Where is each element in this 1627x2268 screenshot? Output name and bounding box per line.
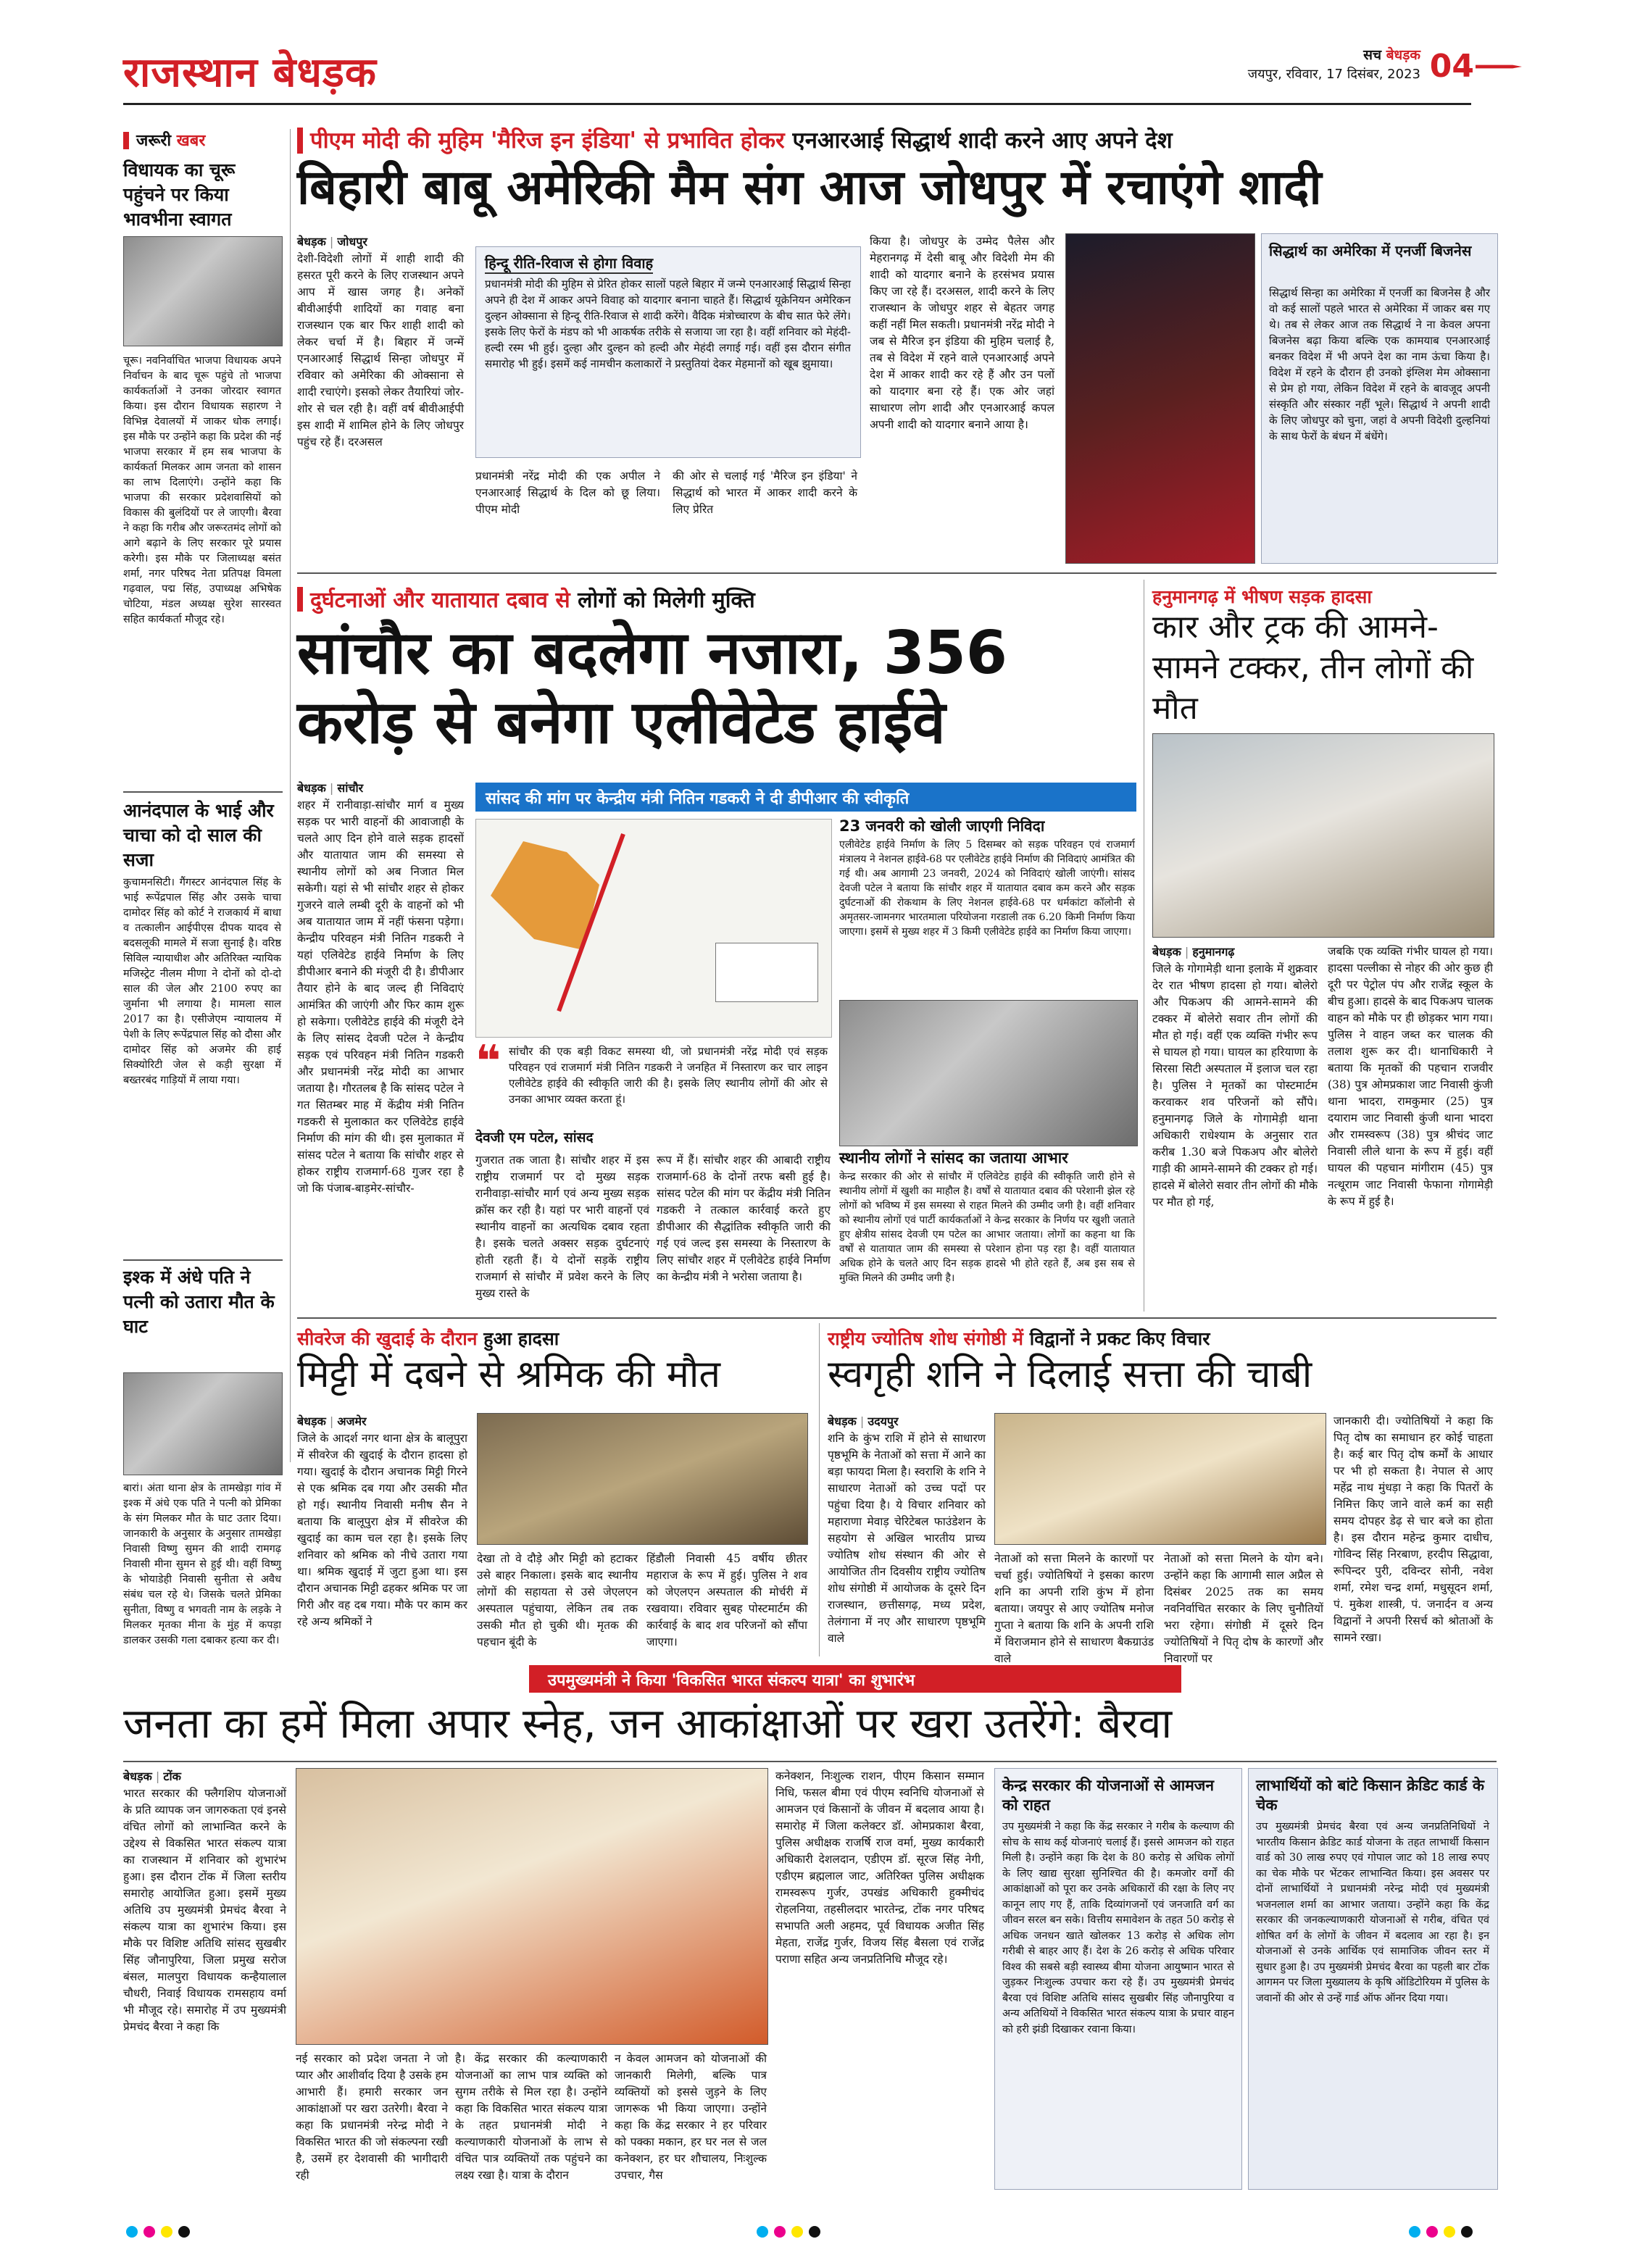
yellow-dot-icon bbox=[161, 2226, 172, 2238]
masthead-brand bbox=[1363, 45, 1420, 64]
yellow-dot-icon bbox=[1444, 2226, 1455, 2238]
story1-boxA-title: हिन्दू रीति-रिवाज से होगा विवाह bbox=[485, 253, 653, 274]
sidebar-item1-headline: विधायक का चूरू पहुंचने पर किया भावभीना स्वागत bbox=[123, 159, 236, 230]
story4-dateline: बेधड़क | अजमेर bbox=[297, 1414, 367, 1428]
story3-kicker-red2: भीषण सड़क हादसा bbox=[1241, 586, 1372, 607]
story4-kicker-red: सीवरेज की खुदाई के दौरान bbox=[297, 1328, 478, 1349]
story1-col2b: प्रधानमंत्री नरेंद्र मोदी की एक अपील ने एनआरआई सिद्धार्थ के दिल को छू लिया। पीएम मोदी bbox=[475, 470, 660, 516]
mid-rule bbox=[297, 1317, 1497, 1319]
sidebar-item3-text: बारां। अंता थाना क्षेत्र के तामखेड़ा गांव में इश्क में अंधे एक पति ने पत्नी को प्रेमिका के संग मिलकर मौत के घाट उतार दिया। जानकारी के अनुसार के अनुसार तामखेड़ा निवासी विष्णु सुमन की शादी रामगढ़ निवासी मीना सुमन से हुई थी। वहीं विष्णु के भोयाडेही निवासी सुनीता से अवैध संबंध चल रहे थे। जिसके चलते प्रेमिका सुनीता, विष्णु व भगवती नाम के लड़के ने मिलकर मृतका मीना के मुंह में कपड़ा डालकर उसकी गला दबाकर हत्या कर दी। bbox=[123, 1483, 281, 1646]
dateline-place: जोधपुर bbox=[337, 235, 367, 249]
story6-boxA-title: केन्द्र सरकार की योजनाओं से आमजन को राहत bbox=[1002, 1777, 1215, 1814]
story5 bbox=[828, 1323, 1497, 1665]
story6-col5: कनेक्शन, निःशुल्क राशन, पीएम किसान सम्मान निधि, फसल बीमा एवं पीएम स्वनिधि योजनाओं से आमजन एवं किसानों के जीवन में बदलाव आया है। समारोह में जिला कलेक्टर डॉ. ओमप्रकाश बैरवा, पुलिस अधीक्षक राजर्षि राज वर्मा, मुख्य कार्यकारी अधिकारी देशलदान, एडीएम डॉ. सूरज सिंह नेगी, एडीएम ब्रह्मलाल जाट, अतिरिक्त पुलिस अधीक्षक रामस्वरूप गुर्जर, उपखंड अधिकारी हुक्मीचंद रोहलनिया, तहसीलदार भारतेन्द्र, टोंक नगर परिषद सभापति अली अहमद, पूर्व विधायक अजीत सिंह मेहता, राजेंद्र गुर्जर, विजय सिंह बैसला एवं राजेंद्र पराणा सहित अन्य जनप्रतिनिधि मौजूद रहे। bbox=[775, 1769, 984, 1966]
story2-col2: गुजरात तक जाता है। सांचौर शहर में इस राष्ट्रीय राजमार्ग पर दो मुख्य सड़क रानीवाड़ा-सांचौर मार्ग एवं अन्य मुख्य सड़क क्रॉस कर रही है। यहां पर भारी वाहनों एवं स्थानीय वाहनों का अत्यधिक दबाव रहता है। इसके चलते अक्सर सड़क दुर्घटनाएं होती रहती हैं। ये दोनों सड़कें राष्ट्रीय राजमार्ग से सांचौर में प्रवेश करने के लिए मुख्य रास्ते के bbox=[475, 1154, 649, 1300]
story2 bbox=[297, 580, 1138, 1312]
story1 bbox=[297, 125, 1497, 568]
masthead bbox=[123, 43, 1522, 109]
sidebar-header-prefix: जरूरी bbox=[136, 132, 172, 150]
story5-col3: नेताओं को सत्ता मिलने के योग बने। उन्होंने कहा कि आगामी साल अप्रैल से दिसंबर 2025 तक का समय नवनिर्वाचित सरकार के लिए चुनौतियों भरा रहेगा। संगोष्ठी में दूसरे दिन ज्योतिषियों ने पितृ दोष के कारणों और निवारणों पर bbox=[1164, 1552, 1323, 1665]
cyan-dot-icon bbox=[1409, 2226, 1420, 2238]
dateline-brand: बेधड़क bbox=[828, 1414, 857, 1428]
story2-banner-text: सांसद की मांग पर केन्द्रीय मंत्री नितिन गडकरी ने दी डीपीआर की स्वीकृति bbox=[486, 790, 910, 808]
story3-headline: कार और ट्रक की आमने-सामने टक्कर, तीन लोगों की मौत bbox=[1152, 609, 1474, 727]
story4-headline: मिट्टी में दबने से श्रमिक की मौत bbox=[297, 1353, 720, 1396]
story5-kicker-red: राष्ट्रीय ज्योतिष शोध संगोष्ठी में bbox=[828, 1328, 1023, 1349]
story1-boxA bbox=[475, 246, 861, 458]
dateline-brand: बेधड़क bbox=[297, 781, 326, 795]
tender-text: एलीवेटेड हाईवे निर्माण के लिए 5 दिसम्बर को सड़क परिवहन एवं राजमार्ग मंत्रालय ने नेशनल हाईवे-68 पर एलीवेटेड हाईवे निर्माण की निविदाएं आमंत्रित की गई थी। अब आगामी 23 जनवरी, 2024 को निविदाएं खोली जाएंगी। सांसद देवजी पटेल ने बताया कि सांचौर शहर में यातायात दबाव कम करने और सड़क दुर्घटनाओं की रोकथाम के लिए नेशनल हाईवे-68 पर धर्मकांटा कॉलोनी से अमृतसर-जामनगर भारतमाला परियोजना गरडाली तक 6.20 किमी निर्माण किया जाएगा। इसमें से मुख्य शहर में 3 किमी एलीवेटेड हाईवे का निर्माण किया जाएगा। bbox=[839, 839, 1135, 938]
registration-marks-left bbox=[123, 2226, 193, 2240]
story1-col3b: की ओर से चलाई गई 'मैरिज इन इंडिया' ने सिद्धार्थ को भारत में आकर शादी करने के लिए प्रेरित bbox=[673, 470, 857, 516]
magenta-dot-icon bbox=[143, 2226, 155, 2238]
story2-thanks bbox=[839, 1148, 1136, 1307]
story6-headline: जनता का हमें मिला अपार स्नेह, जन आकांक्षाओं पर खरा उतरेंगे: बैरवा bbox=[123, 1700, 1173, 1748]
story1-boxB-text: सिद्धार्थ सिन्हा का अमेरिका में एनर्जी का बिजनेस है और वो कई सालों पहले भारत से अमेरिका में जाकर बस गए थे। तब से लेकर आज तक सिद्धार्थ ने ना केवल अपना बिजनेस बढ़ा किया बल्कि एक कामयाब एनआरआई बनकर विदेश में भी अपने देश का नाम ऊंचा किया है। विदेश में रहने के दौरान ही उनको इंग्लिश मेम ओक्साना से प्रेम हो गया, लेकिन विदेश में रहने के बावजूद अपनी संस्कृति और संस्कार नहीं भूले। सिद्धार्थ ने अपनी शादी के लिए जोधपुर को चुना, जहां वे अपनी विदेशी दुल्हनियां के साथ फेरों के बंधन में बंधेंगे। bbox=[1269, 286, 1490, 443]
story1-boxB-title: सिद्धार्थ का अमेरिका में एनर्जी बिजनेस bbox=[1269, 242, 1472, 259]
dateline-brand: बेधड़क bbox=[1152, 945, 1181, 959]
black-dot-icon bbox=[178, 2226, 190, 2238]
story6-col4: न केवल आमजन को योजनाओं की जानकारी मिलेगी, बल्कि पात्र व्यक्तियों को इससे जुड़ने के लिए जागरूक भी किया जाएगा। उन्होंने कहा कि केंद्र सरकार ने हर परिवार को पक्का मकान, हर घर नल से जल कनेक्शन, हर घर शौचालय, निःशुल्क उपचार, गैस bbox=[615, 2052, 767, 2182]
story5-col4: जानकारी दी। ज्योतिषियों ने कहा कि पितृ दोष का समाधान हर कोई चाहता है। कई बार पितृ दोष कर्मों के आधार पर भी हो सकता है। नेपाल से आए महेंद्र नाथ मुंधड़ा ने कहा कि पितरों के निमित्त किए जाने वाले कर्म का सही समय दोपहर डेढ़ से चार बजे का होता है। इस दौरान महेन्द्र कुमार दाधीच, गोविन्द सिंह निरबाण, हरदीप सिद्धावा, रूपिन्दर पुरी, दविन्दर सोनी, नवेश शर्मा, रमेश चन्द्र शर्मा, मधुसूदन शर्मा, पं. मुकेश शास्त्री, पं. जनार्दन व अन्य विद्वानों ने अपनी रिसर्च को श्रोताओं के सामने रखा। bbox=[1333, 1414, 1493, 1644]
black-dot-icon bbox=[1461, 2226, 1473, 2238]
black-dot-icon bbox=[809, 2226, 820, 2238]
story2-photo bbox=[839, 1000, 1138, 1146]
story6-dateline: बेधड़क | टोंक bbox=[123, 1769, 181, 1783]
story1-kicker bbox=[310, 125, 1173, 155]
story5-col2: नेताओं को सत्ता मिलने के कारणों पर चर्चा हुई। ज्योतिषियों ने इसका कारण शनि का अपनी राशि कुंभ में होना बताया। जयपुर से आए ज्योतिष मनोज गुप्ता ने बताया कि शनि के अपनी राशि में विराजमान होने से साधारण बैकग्राउंड वाले bbox=[994, 1552, 1154, 1665]
story3-col1: जिले के गोगामेड़ी थाना इलाके में शुक्रवार देर रात भीषण हादसा हो गया। बोलेरो और पिकअप की आमने-सामने की टक्कर में बोलेरो सवार तीन लोगों की मौत हो गई। वहीं एक व्यक्ति गंभीर रूप से घायल हो गया। घायल का हरियाणा के सिरसा सिटी अस्पताल में इलाज चल रहा है। पुलिस ने मृतकों का पोस्टमार्टम करवाकर शव परिजनों को सौंपे। हनुमानगढ़ जिले के गोगामेड़ी थाना अधिकारी राधेश्याम के अनुसार रात करीब 1.30 बजे पिकअप और बोलेरो गाड़ी की आमने-सामने की टक्कर हो गई। हादसे में बोलेरो सवार तीन लोगों की मौके पर मौत हो गई, bbox=[1152, 962, 1318, 1209]
story3-col2: जबकि एक व्यक्ति गंभीर घायल हो गया। हादसा पल्लीका से नोहर की ओर कुछ ही दूरी पर पेट्रोल पंप और राजेंद्र स्कूल के बीच हुआ। हादसे के बाद पिकअप चालक वाहन को मौके पर ही छोड़कर भाग गया। पुलिस ने वाहन जब्त कर चालक की तलाश शुरू कर दी। थानाधिकारी ने बताया कि मृतकों की पहचान राजवीर (38) पुत्र ओमप्रकाश जाट निवासी कुंजी थाना भादरा, रामकुमार (25) पुत्र दयाराम जाट निवासी कुंजी थाना भादरा और रामस्वरूप (38) पुत्र श्रीचंद जाट निवासी लीले थाना के रूप में हुई। वहीं घायल की पहचान मांगीराम (45) पुत्र नत्थूराम जाट निवासी फेफाना गोगामेड़ी के रूप में हुई है। bbox=[1328, 945, 1493, 1208]
story2-dateline: बेधड़क | सांचौर bbox=[297, 781, 364, 795]
story1-kicker-bar bbox=[297, 128, 303, 154]
story2-kicker-black: लोगों को मिलेगी मुक्ति bbox=[578, 588, 755, 613]
sidebar bbox=[123, 129, 283, 1646]
dateline-brand: बेधड़क bbox=[297, 1414, 326, 1428]
story6-boxB-text: उप मुख्यमंत्री प्रेमचंद बैरवा एवं अन्य जनप्रतिनिधियों ने भारतीय किसान क्रेडिट कार्ड योजना के तहत लाभार्थी किसान वार्ड को 30 लाख रुपए एवं गोपाल जाट को 18 लाख रुपए का चेक मौके पर भेंटकर लाभान्वित किया। इस अवसर पर दोनों लाभार्थियों ने प्रधानमंत्री नरेन्द्र मोदी एवं मुख्यमंत्री भजनलाल शर्मा का आभार जताया। उन्होंने कहा कि केंद्र सरकार की जनकल्याणकारी योजनाओं से गरीब, वंचित एवं शोषित वर्ग के लोगों के जीवन में बदलाव आ रहा है। इन योजनाओं से उनके आर्थिक एवं सामाजिक जीवन स्तर में सुधार हुआ है। उप मुख्यमंत्री प्रेमचंद बैरवा का पहली बार टोंक आगमन पर जिला मुख्यालय के कृषि ऑडिटोरियम में पुलिस के जवानों की ओर से उन्हें गार्ड ऑफ ऑनर दिया गया। bbox=[1256, 1821, 1489, 2004]
cyan-dot-icon bbox=[757, 2226, 768, 2238]
story4-kicker bbox=[297, 1326, 559, 1351]
story3 bbox=[1152, 580, 1497, 1312]
dateline-place: टोंक bbox=[163, 1769, 181, 1783]
story2-map bbox=[475, 819, 832, 1038]
story5-kicker bbox=[828, 1326, 1210, 1351]
story3-photo bbox=[1152, 733, 1494, 938]
story2-kicker-red: दुर्घटनाओं और यातायात दबाव से bbox=[310, 588, 570, 613]
story1-kicker-black: एनआरआई सिद्धार्थ शादी करने आए अपने देश bbox=[792, 128, 1173, 154]
quote-author: देवजी एम पटेल, सांसद bbox=[475, 1130, 594, 1146]
story5-photo bbox=[994, 1413, 1326, 1545]
magenta-dot-icon bbox=[1426, 2226, 1438, 2238]
story5-kicker-black: विद्वानों ने प्रकट किए विचार bbox=[1029, 1328, 1210, 1349]
story6-col2: नई सरकार को प्रदेश जनता ने जो प्यार और आशीर्वाद दिया है उसके हम आभारी हैं। हमारी सरकार जन आकांक्षाओं पर खरा उतरेगी। बैरवा ने कहा कि प्रधानमंत्री नरेन्द्र मोदी ने विकसित भारत की जो संकल्पना रखी है, उसमें हर देशवासी की भागीदारी रही bbox=[296, 2052, 448, 2182]
story4-kicker-black: हुआ हादसा bbox=[483, 1328, 559, 1349]
dateline-brand: बेधड़क bbox=[123, 1769, 152, 1783]
quote-text: सांचौर की एक बड़ी विकट समस्या थी, जो प्रधानमंत्री नरेंद्र मोदी एवं सड़क परिवहन एवं राजमार्ग मंत्री नितिन गडकरी ने जनहित में निस्तारण कर चार लाइन एलीवेटेड हाईवे की स्वीकृति जारी की है। इसके लिए स्थानीय लोगों की ओर से उनका आभार व्यक्त करता हूं। bbox=[509, 1045, 828, 1106]
story1-bottom-rule bbox=[297, 572, 1497, 574]
thanks-text: केन्द्र सरकार की ओर से सांचौर में एलिवेटेड हाईवे की स्वीकृति जारी होने से स्थानीय लोगों में खुशी का माहौल है। वर्षों से यातायात दबाव की परेशानी झेल रहे लोगों को भविष्य में इस समस्या से राहत मिलने की उम्मीद जगी है। वहीं शनिवार को स्थानीय लोगों एवं पार्टी कार्यकर्ताओं ने केन्द्र सरकार के निर्णय पर खुशी जताते हुए क्षेत्रीय सांसद देवजी एम पटेल का आभार जताया। लोगों का कहना था कि वर्षों से यातायात जाम की समस्या से परेशान होना पड़ रहा है। वहीं यातायात अधिक होने के चलते आए दिन सड़क हादसे भी होते रहते हैं, अब इस सब से मुक्ति मिलने की उम्मीद जगी है। bbox=[839, 1171, 1135, 1284]
thanks-title: स्थानीय लोगों ने सांसद का जताया आभार bbox=[839, 1149, 1068, 1167]
story1-headline: बिहारी बाबू अमेरिकी मैम संग आज जोधपुर में रचाएंगे शादी bbox=[297, 159, 1322, 215]
story3-kicker-red: हनुमानगढ़ में bbox=[1152, 586, 1236, 607]
story1-photo bbox=[1065, 233, 1255, 564]
sidebar-header-word: खबर bbox=[176, 132, 206, 150]
sidebar-divider bbox=[123, 791, 283, 793]
quote-icon: ❝ bbox=[475, 1036, 502, 1087]
story6-boxA bbox=[994, 1768, 1242, 2190]
story1-col1: देशी-विदेशी लोगों में शाही शादी की हसरत पूरी करने के लिए राजस्थान अपने आप में खास जगह है। अनेकों बीवीआईपी शादियों का गवाह बना राजस्थान एक बार फिर शाही शादी को लेकर चर्चा में है। बिहार में जन्में एनआरआई सिद्धार्थ सिन्हा जोधपुर में रविवार को अमेरिका की ओक्साना से शादी रचाएंगे। इसको लेकर तैयारियां जोर-शोर से चल रही है। वहीं वर्ष बीवीआईपी इस शादी में शामिल होने के लिए जोधपुर पहुंच रहे हैं। दरअसल bbox=[297, 252, 464, 449]
story2-banner bbox=[475, 783, 1136, 812]
sidebar-rule bbox=[290, 129, 291, 1462]
story6-rule bbox=[123, 1761, 1497, 1762]
dateline-place: सांचौर bbox=[337, 781, 364, 795]
story4-col1: जिले के आदर्श नगर थाना क्षेत्र के बालूपुरा में सीवरेज की खुदाई के दौरान हादसा हो गया। खुदाई के दौरान अचानक मिट्टी गिरने से एक श्रमिक दब गया और उसकी मौत हो गई। स्थानीय निवासी मनीष सैन ने बताया कि बालूपुरा क्षेत्र में सीवरेज की खुदाई का काम चल रहा है। इसके लिए शनिवार को श्रमिक को नीचे उतारा गया था। श्रमिक खुदाई में जुटा हुआ था। इस दौरान अचानक मिट्टी ढहकर श्रमिक पर जा गिरी और वह दब गया। मौके पर काम कर रहे अन्य श्रमिकों ने bbox=[297, 1432, 467, 1628]
sidebar-header-label bbox=[136, 129, 205, 151]
dateline-brand: बेधड़क bbox=[297, 235, 326, 249]
story2-headline: सांचौर का बदलेगा नजारा, 356 करोड़ से बनेगा एलीवेटेड हाईवे bbox=[297, 619, 1007, 757]
sidebar-item3-headline: इश्क में अंधे पति ने पत्नी को उतारा मौत के घाट bbox=[123, 1267, 275, 1337]
story2-quote bbox=[475, 1036, 831, 1146]
story6-col3: है। केंद्र सरकार की कल्याणकारी योजनाओं का लाभ पात्र व्यक्ति को सुगम तरीके से मिल रहा है। उन्होंने कहा कि विकसित भारत संकल्प यात्रा के तहत प्रधानमंत्री मोदी ने कल्याणकारी योजनाओं के लाभ से वंचित पात्र व्यक्तियों तक पहुंचने का लक्ष्य रखा है। यात्रा के दौरान bbox=[455, 2052, 607, 2182]
masthead-title: राजस्थान बेधड़क bbox=[123, 49, 377, 96]
masthead-date: जयपुर, रविवार, 17 दिसंबर, 2023 bbox=[1247, 67, 1420, 82]
tender-title: 23 जनवरी को खोली जाएगी निविदा bbox=[839, 817, 1045, 835]
page-number: 04 bbox=[1429, 48, 1474, 85]
story6-boxA-text: उप मुख्यमंत्री ने कहा कि केंद्र सरकार ने गरीब के कल्याण की सोच के साथ कई योजनाएं चलाई हैं। इससे आमजन को राहत मिली है। उन्होंने कहा कि देश के 80 करोड़ से अधिक लोगों के लिए खाद्य सुरक्षा सुनिश्चित की है। कमजोर वर्गों की आकांक्षाओं को पूरा कर उनके अधिकारों की रक्षा के लिए नए कानून लाए गए हैं, ताकि दिव्यांगजनों एवं जनजाति वर्ग का जीवन सरल बन सके। वित्तीय समावेशन के तहत 50 करोड़ से अधिक जनधन खाते खोलकर 13 करोड़ से अधिक लोग गरीबी से बाहर आए हैं। देश के 26 करोड़ से अधिक परिवार विश्व की सबसे बड़ी स्वास्थ्य बीमा योजना आयुष्मान भारत से जुड़कर निःशुल्क उपचार करा रहे हैं। उप मुख्यमंत्री प्रेमचंद बैरवा एवं विशिष्ट अतिथि सांसद सुखबीर सिंह जौनापुरिया व अन्य अतिथियों ने विकसित भारत संकल्प यात्रा के प्रचार वाहन को हरी झंडी दिखाकर रवाना किया। bbox=[1002, 1821, 1234, 2035]
story5-col1: शनि के कुंभ राशि में होने से साधारण पृष्ठभूमि के नेताओं को सत्ता में आने का बड़ा फायदा मिला है। स्वराशि के शनि ने साधारण नेताओं को उच्च पदों पर पहुंचा दिया है। ये विचार शनिवार को महाराणा मेवाड़ चेरिटेबल फाउंडेशन के सहयोग से अखिल भारतीय प्राच्य ज्योतिष शोध संस्थान की ओर से आयोजित तीन दिवसीय राष्ट्रीय ज्योतिष शोध संगोष्ठी में आयोजक के दूसरे दिन राजस्थान, छत्तीसगढ़, मध्य प्रदेश, तेलंगाना में नए और साधारण पृष्ठभूमि वाले bbox=[828, 1432, 986, 1645]
sidebar-divider-2 bbox=[123, 1259, 283, 1261]
story4-photo bbox=[477, 1413, 808, 1545]
story1-col4: किया है। जोधपुर के उम्मेद पैलेस और मेहरानगढ़ में देसी बाबू और विदेशी मेम की शादी को यादगार बनाने के हरसंभव प्रयास किए जा रहे हैं। दरअसल, शादी करने के लिए राजस्थान के जोधपुर शहर से बेहतर जगह कहीं नहीं मिल सकती। प्रधानमंत्री नरेंद्र मोदी ने जब से मैरिज इन इंडिया की मुहिम चलाई है, तब से विदेश में रहने वाले एनआरआई अपने देश में आकर शादी कर रहे हैं और उन पलों को यादगार बना रहे हैं। एक ओर जहां साधारण लोग शादी और एनआरआई कपल अपनी शादी को यादगार बनाने आया है। bbox=[870, 235, 1054, 431]
story2-col3: रूप में हैं। सांचौर शहर की आबादी राष्ट्रीय राजमार्ग-68 के दोनों तरफ बसी हुई है। सांसद पटेल की मांग पर केंद्रीय मंत्री नितिन गडकरी ने तत्काल कार्रवाई करते हुए डीपीआर की सैद्धांतिक स्वीकृति जारी की गई एवं जल्द इस समस्या के निस्तारण के लिए सांचौर शहर में एलीवेटेड हाईवे निर्माण का केन्द्रीय मंत्री ने भरोसा जताया है। bbox=[657, 1154, 831, 1283]
story1-dateline: बेधड़क | जोधपुर bbox=[297, 235, 367, 249]
story2-kicker-bar bbox=[297, 587, 303, 612]
yellow-dot-icon bbox=[791, 2226, 803, 2238]
story4-col2: देखा तो वे दौड़े और मिट्टी को हटाकर उसे बाहर निकाला। इसके बाद स्थानीय लोगों की सहायता से उसे जेएलएन अस्पताल पहुंचाया, लेकिन तब तक उसकी मौत हो चुकी थी। मृतक की पहचान बूंदी के bbox=[477, 1552, 638, 1648]
magenta-dot-icon bbox=[774, 2226, 786, 2238]
story6-col1: भारत सरकार की फ्लैगशिप योजनाओं के प्रति व्यापक जन जागरुकता एवं इनसे वंचित लोगों को लाभान्वित करने के उद्देश्य से विकसित भारत संकल्प यात्रा का राजस्थान में शनिवार को शुभारंभ हुआ। इस दौरान टोंक में जिला स्तरीय समारोह आयोजित हुआ। इसमें मुख्य अतिथि उप मुख्यमंत्री प्रेमचंद बैरवा ने संकल्प यात्रा का शुभारंभ किया। इस मौके पर विशिष्ट अतिथि सांसद सुखबीर सिंह जौनापुरिया, जिला प्रमुख सरोज बंसल, मालपुरा विधायक कन्हैयालाल चौधरी, निवाई विधायक रामसहाय वर्मा भी मौजूद रहे। समारोह में उप मुख्यमंत्री प्रेमचंद बैरवा ने कहा कि bbox=[123, 1787, 286, 2033]
cyan-dot-icon bbox=[126, 2226, 138, 2238]
story1-kicker-red: पीएम मोदी की मुहिम 'मैरिज इन इंडिया' से प्रभावित होकर bbox=[310, 128, 785, 154]
story2-kicker bbox=[310, 584, 755, 614]
dateline-place: उदयपुर bbox=[867, 1414, 899, 1428]
story6-banner-text: उपमुख्यमंत्री ने किया 'विकसित भारत संकल्प यात्रा' का शुभारंभ bbox=[548, 1672, 915, 1690]
story4-col3: हिंडौली निवासी 45 वर्षीय छीतर महाराज के रूप में हुई। पुलिस ने शव को जेएलएन अस्पताल की मोर्चरी में रखवाया। रविवार सुबह पोस्टमार्टम की कार्रवाई के बाद शव परिजनों को सौंपा जाएगा। bbox=[646, 1552, 807, 1648]
map-region-icon bbox=[491, 841, 599, 950]
registration-marks-center bbox=[754, 2226, 823, 2240]
sidebar-header bbox=[123, 129, 283, 152]
story6-banner bbox=[529, 1665, 1181, 1693]
story3-dateline: बेधड़क | हनुमानगढ़ bbox=[1152, 945, 1235, 959]
story6-photo bbox=[296, 1768, 768, 2045]
pen-icon bbox=[1476, 62, 1522, 71]
sidebar-item1-text: चूरू। नवनिर्वाचित भाजपा विधायक अपने निर्वाचन के बाद चूरू पहुंचे तो भाजपा कार्यकर्ताओं ने उनका जोरदार स्वागत किया। इस दौरान विधायक सहारण ने विभिन्न देवालयों में जाकर धोक लगाई। इस मौके पर उन्होंने कहा कि प्रदेश की नई भाजपा सरकार में हम सब भाजपा के कार्यकर्ता मिलकर आम जनता को शासन का लाभ दिलाएंगे। उन्होंने कहा कि भाजपा की सरकार प्रदेशवासियों को विकास की बुलंदियों पर ले जाएगी। बैरवा ने कहा कि गरीब और जरूरतमंद लोगों को आगे बढ़ाने के लिए सरकार पूरे प्रयास करेगी। इस मौके पर जिलाध्यक्ष बसंत शर्मा, नगर परिषद नेता प्रतिपक्ष विमला गढ़वाल, पद्म सिंह, उपाध्यक्ष अभिषेक चोटिया, मंडल अध्यक्ष सुरेश सारस्वत सहित कार्यकर्ता मौजूद रहे। bbox=[123, 355, 281, 625]
map-table bbox=[715, 943, 818, 1002]
story3-kicker bbox=[1152, 584, 1372, 609]
story2-tender bbox=[839, 816, 1136, 997]
story6-boxB bbox=[1248, 1768, 1498, 2190]
story1-boxB bbox=[1261, 233, 1498, 564]
registration-marks-right bbox=[1406, 2226, 1476, 2240]
sidebar-item1-photo bbox=[123, 236, 283, 346]
story4-rule bbox=[819, 1323, 820, 1656]
masthead-rule bbox=[123, 103, 1471, 105]
sidebar-header-bar bbox=[123, 132, 129, 149]
dateline-place: हनुमानगढ़ bbox=[1192, 945, 1235, 959]
sidebar-item3-photo bbox=[123, 1372, 283, 1475]
brand-prefix: सच bbox=[1363, 47, 1382, 63]
story1-boxA-text: प्रधानमंत्री मोदी की मुहिम से प्रेरित होकर सालों पहले बिहार में जन्मे एनआरआई सिद्धार्थ सिन्हा अपने ही देश में आकर अपने विवाह को यादगार बनाना चाहते हैं। सिद्धार्थ यूक्रेनियन अमेरिकन दुल्हन ओक्साना से हिन्दू रीति-रिवाज से शादी करेंगे। वैदिक मंत्रोच्चारण के बीच सात फेरे लेंगे। इसके लिए फेरों के मंडप को भी आकर्षक तरीके से सजाया जा रहा है। वहीं शनिवार को मेहंदी-हल्दी रस्म भी हुई। दुल्हा और दुल्हन को हल्दी और मेहंदी लगाई गई। वहीं इस दौरान संगीत समारोह भी हुई। इसमें कई नामचीन कलाकारों ने प्रस्तुतियां देकर मेहमानों को खूब झुमाया। bbox=[485, 278, 851, 370]
story6-boxB-title: लाभार्थियों को बांटे किसान क्रेडिट कार्ड के चेक bbox=[1256, 1777, 1484, 1814]
story2-col1: शहर में रानीवाड़ा-सांचौर मार्ग व मुख्य सड़क पर भारी वाहनों की आवाजाही के चलते आए दिन होने वाले सड़क हादसों और यातायात जाम की समस्या से स्थानीय लोगों को अब निजात मिल सकेगी। यहां से भी सांचौर शहर से होकर गुजरने वाले लम्बी दूरी के वाहनों को भी अब यातायात जाम में नहीं फंसना पड़ेगा। केन्द्रीय परिवहन मंत्री नितिन गडकरी ने यहां एलिवेटेड हाईवे निर्माण के लिए डीपीआर बनाने की मंजूरी दी है। डीपीआर तैयार होने के बाद जल्द ही निविदाएं आमंत्रित की जाएंगी और फिर काम शुरू हो सकेगा। एलीवेटेड हाईवे की मंजूरी देने के लिए सांसद देवजी पटेल ने केन्द्रीय सड़क एवं परिवहन मंत्री नितिन गडकरी और प्रधानमंत्री नरेंद्र मोदी का आभार जताया है। गौरतलब है कि सांसद पटेल ने गत सितम्बर माह में केंद्रीय मंत्री नितिन गडकरी से मुलाकात कर एलिवेटेड हाईवे निर्माण की मांग की थी। इस मुलाकात में सांसद पटेल ने बताया कि सांचौर शहर से होकर राष्ट्रीय राजमार्ग-68 गुजर रहा है जो कि पंजाब-बाड़मेर-सांचौर- bbox=[297, 799, 464, 1195]
story5-headline: स्वगृही शनि ने दिलाई सत्ता की चाबी bbox=[828, 1353, 1312, 1396]
brand-name: बेधड़क bbox=[1386, 47, 1420, 63]
sidebar-item2-text: कुचामनसिटी। गैंगस्टर आनंदपाल सिंह के भाई रूपेंद्रपाल सिंह और उसके चाचा दामोदर सिंह को कोर्ट ने राजकार्य में बाधा व तत्कालीन आईपीएस दीपक यादव से बदसलूकी मामले में सजा सुनाई है। वरिष्ठ सिविल न्यायाधीश और अतिरिक्त न्यायिक मजिस्ट्रेट नीलम मीणा ने दोनों को दो-दो साल की जेल और 2100 रुपए का जुर्माना भी लगाया है। मामला साल 2017 का है। एसीजेएम न्यायालय में पेशी के लिए रूपेंद्रपाल सिंह को दौसा और दामोदर सिंह को अजमेर की हाई सिक्योरिटी जेल से कड़ी सुरक्षा में बख्तरबंद गाड़ियों में लाया गया। bbox=[123, 877, 281, 1086]
sidebar-item2-headline: आनंदपाल के भाई और चाचा को दो साल की सजा bbox=[123, 800, 274, 870]
story5-dateline: बेधड़क | उदयपुर bbox=[828, 1414, 899, 1428]
dateline-place: अजमेर bbox=[337, 1414, 367, 1428]
